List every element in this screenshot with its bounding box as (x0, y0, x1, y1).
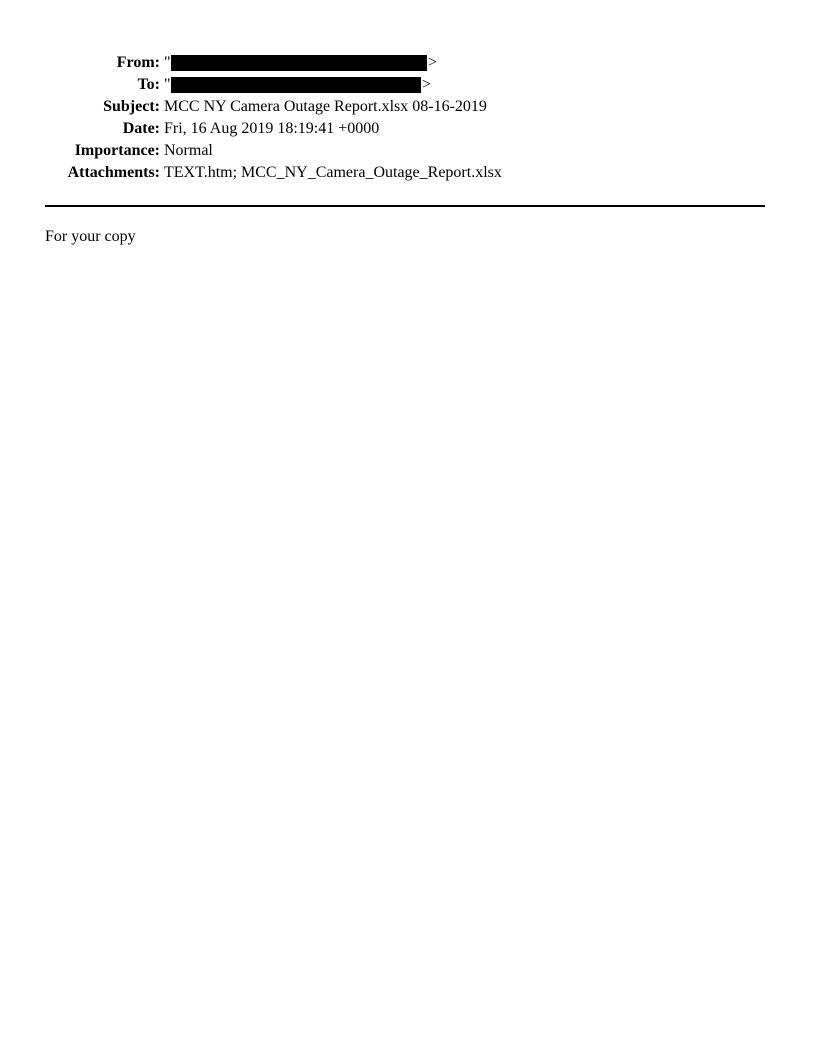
to-row (0, 74, 816, 96)
email-header (0, 52, 816, 184)
date-row (0, 118, 816, 140)
to-close-bracket: > (422, 76, 432, 93)
from-redaction-bar (171, 55, 427, 71)
subject-row (0, 96, 816, 118)
to-quote: " (164, 76, 171, 93)
importance-value: Normal (164, 142, 213, 159)
date-value: Fri, 16 Aug 2019 18:19:41 +0000 (164, 120, 380, 137)
attachments-label: Attachments: (67, 164, 160, 181)
from-quote: " (164, 54, 171, 71)
to-redaction-bar (171, 77, 421, 93)
date-label: Date: (122, 120, 160, 137)
importance-row (0, 140, 816, 162)
subject-label: Subject: (103, 98, 160, 115)
subject-value: MCC NY Camera Outage Report.xlsx 08-16-2019 (164, 98, 487, 115)
importance-label: Importance: (74, 142, 160, 159)
attachments-value: TEXT.htm; MCC_NY_Camera_Outage_Report.xlsx (164, 164, 502, 181)
from-label: From: (116, 54, 160, 71)
to-label: To: (137, 76, 160, 93)
from-row (0, 52, 816, 74)
header-divider (45, 205, 765, 207)
from-close-bracket: > (428, 54, 438, 71)
email-body: For your copy (45, 228, 136, 245)
attachments-row (0, 162, 816, 184)
